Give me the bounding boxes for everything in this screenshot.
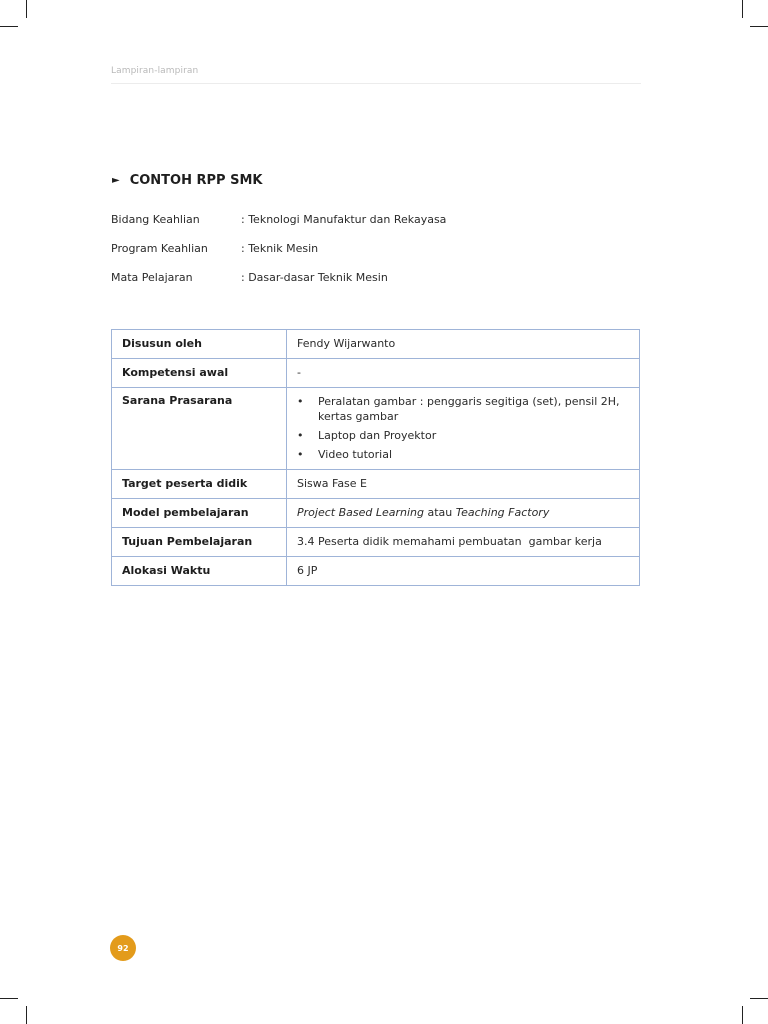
list-item: [297, 394, 629, 424]
section-title: [111, 173, 262, 188]
meta-value: : Teknologi Manufaktur dan Rekayasa: [241, 213, 447, 226]
list-item-text: Laptop dan Proyektor: [318, 429, 437, 442]
crop-mark: [0, 998, 18, 999]
bullet-icon: •: [297, 429, 304, 442]
row-value: 6 JP: [287, 557, 640, 586]
crop-mark: [26, 1006, 27, 1024]
section-title-text: CONTOH RPP SMK: [129, 173, 263, 188]
bullet-icon: •: [297, 448, 304, 461]
crop-mark: [0, 26, 18, 27]
table-row: [112, 557, 640, 586]
facility-list: [297, 394, 629, 462]
model-connector: atau: [423, 506, 456, 519]
table-row: [112, 470, 640, 499]
list-item: [297, 447, 629, 462]
header-divider: [111, 83, 641, 84]
row-value: Siswa Fase E: [287, 470, 640, 499]
meta-label: Program Keahlian: [111, 242, 208, 255]
meta-label: Bidang Keahlian: [111, 213, 200, 226]
table-row: [112, 330, 640, 359]
meta-row-mapel: [111, 271, 446, 300]
meta-row-program: [111, 242, 446, 271]
crop-mark: [742, 0, 743, 18]
right-triangle-icon: ►: [112, 175, 120, 186]
row-value: [287, 499, 640, 528]
rpp-table: [111, 329, 640, 586]
meta-label: Mata Pelajaran: [111, 271, 193, 284]
table-row: [112, 528, 640, 557]
row-value: -: [287, 359, 640, 388]
list-item-text: Video tutorial: [318, 448, 393, 461]
crop-mark: [26, 0, 27, 18]
row-label: Disusun oleh: [112, 330, 287, 359]
crop-mark: [742, 1006, 743, 1024]
table-row: [112, 388, 640, 470]
course-meta: [111, 213, 446, 300]
running-head: Lampiran-lampiran: [111, 66, 199, 76]
row-value: 3.4 Peserta didik memahami pembuatan gambar kerja: [287, 528, 640, 557]
list-item: [297, 428, 629, 443]
table-row: [112, 499, 640, 528]
row-label: Sarana Prasarana: [112, 388, 287, 470]
meta-value: : Teknik Mesin: [241, 242, 319, 255]
list-item-text: Peralatan gambar : penggaris segitiga (set), pensil 2H, kertas gambar: [318, 395, 620, 423]
row-label: Alokasi Waktu: [112, 557, 287, 586]
model-tefa: Teaching Factory: [455, 506, 550, 519]
row-label: Target peserta didik: [112, 470, 287, 499]
meta-value: : Dasar-dasar Teknik Mesin: [241, 271, 388, 284]
crop-mark: [750, 998, 768, 999]
row-label: Tujuan Pembelajaran: [112, 528, 287, 557]
crop-mark: [750, 26, 768, 27]
table-row: [112, 359, 640, 388]
row-value: [287, 388, 640, 470]
page-number-badge: 92: [110, 935, 136, 961]
row-value: Fendy Wijarwanto: [287, 330, 640, 359]
row-label: Kompetensi awal: [112, 359, 287, 388]
meta-row-bidang: [111, 213, 446, 242]
bullet-icon: •: [297, 395, 304, 408]
row-label: Model pembelajaran: [112, 499, 287, 528]
model-pbl: Project Based Learning: [297, 506, 424, 519]
